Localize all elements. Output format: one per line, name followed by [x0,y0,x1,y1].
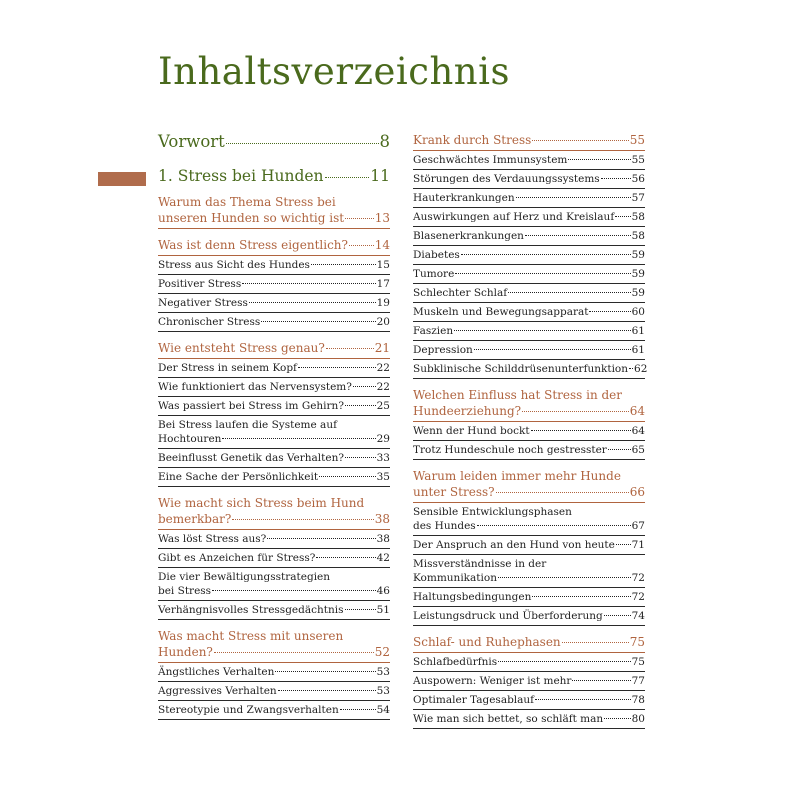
toc-entry-label: Hundeerziehung? [413,404,522,418]
toc-entry-label: Warum das Thema Stress bei [158,195,336,209]
toc-section-entry [158,495,390,530]
toc-leader-dots [516,197,631,198]
toc-subsection-entry [158,313,390,332]
toc-entry-label: Verhängnisvolles Stressgedächtnis [158,604,344,616]
toc-section-entry [158,340,390,359]
toc-section-entry [158,237,390,256]
toc-page-number: 53 [376,666,390,678]
toc-page-number: 61 [631,325,645,337]
toc-leader-dots [226,143,379,144]
toc-entry-label: Schlafbedürfnis [413,656,498,668]
toc-page-number: 64 [631,425,645,437]
toc-subsection-entry [413,246,645,265]
toc-page-number: 13 [374,211,390,225]
toc-entry-label: Faszien [413,325,454,337]
toc-entry-label: Ängstliches Verhalten [158,666,275,678]
toc-entry-label: Eine Sache der Persönlichkeit [158,471,319,483]
toc-entry-label: Positiver Stress [158,278,242,290]
toc-page-number: 22 [376,362,390,374]
toc-subsection-entry [413,303,645,322]
toc-subsection-entry [413,227,645,246]
toc-entry-label: Diabetes [413,249,460,261]
toc-page-number: 75 [629,635,645,649]
toc-subsection-entry [158,378,390,397]
toc-subsection-entry [158,601,390,620]
toc-subsection-entry [158,397,390,416]
toc-leader-dots [345,457,376,458]
toc-entry-label: Die vier Bewältigungsstrategien [158,571,331,583]
toc-subsection-entry [158,294,390,313]
toc-leader-dots [508,292,630,293]
toc-entry-label: Vorwort [158,132,225,151]
toc-leader-dots [572,680,630,681]
chapter-accent-bar [98,172,146,186]
toc-entry-label: Was macht Stress mit unseren [158,629,344,643]
toc-subsection-entry [158,549,390,568]
toc-subsection-entry [413,341,645,360]
toc-leader-dots [326,348,374,349]
toc-leader-dots [232,519,373,520]
toc-subsection-entry [158,449,390,468]
toc-page-number: 80 [631,713,645,725]
toc-entry-label: Aggressives Verhalten [158,685,277,697]
toc-leader-dots [568,159,630,160]
toc-subsection-entry [413,170,645,189]
toc-leader-dots [532,596,630,597]
toc-leader-dots [222,438,375,439]
toc-leader-dots [498,661,630,662]
toc-page-number: 65 [631,444,645,456]
toc-entry-label: Beeinflusst Genetik das Verhalten? [158,452,344,464]
toc-entry-label: Wie entsteht Stress genau? [158,341,325,355]
toc-subsection-entry [413,265,645,284]
toc-leader-dots [498,577,631,578]
toc-entry-label: Krank durch Stress [413,133,532,147]
toc-page-number: 38 [374,512,390,526]
toc-entry-label: Störungen des Verdauungssystems [413,173,600,185]
toc-entry-label: unter Stress? [413,485,495,499]
toc-section-entry [413,468,645,503]
toc-entry-label: Tumore [413,268,455,280]
toc-subsection-entry [413,588,645,607]
toc-entry-label: Was ist denn Stress eigentlich? [158,238,348,252]
toc-subsection-entry [158,568,390,601]
toc-leader-dots [525,235,631,236]
toc-entry-label: Missverständnisse in der [413,558,547,570]
toc-leader-dots [535,699,631,700]
toc-leader-dots [311,264,376,265]
toc-page-number: 60 [631,306,645,318]
toc-subsection-entry [158,275,390,294]
toc-subsection-entry [413,503,645,536]
toc-leader-dots [608,449,631,450]
toc-subsection-entry [413,441,645,460]
toc-leader-dots [212,590,376,591]
toc-page-number: 77 [631,675,645,687]
toc-page-number: 38 [376,533,390,545]
toc-leader-dots [242,283,375,284]
toc-subsection-entry [158,663,390,682]
toc-entry-label: Wie macht sich Stress beim Hund [158,496,365,510]
toc-entry-label: Depression [413,344,473,356]
toc-leader-dots [298,367,376,368]
toc-entry-label: Chronischer Stress [158,316,261,328]
toc-entry-label: des Hundes [413,520,476,532]
toc-entry-label: Wie funktioniert das Nervensystem? [158,381,352,393]
toc-page-number: 22 [376,381,390,393]
toc-page-number: 11 [370,167,390,185]
toc-page-number: 71 [631,539,645,551]
toc-leader-dots [474,349,631,350]
toc-entry-label: Der Anspruch an den Hund von heute [413,539,615,551]
toc-entry-label: Hunden? [158,645,213,659]
toc-leader-dots [267,538,375,539]
toc-leader-dots [454,330,631,331]
toc-page-number: 67 [631,520,645,532]
toc-page-number: 58 [631,230,645,242]
toc-leader-dots [353,386,376,387]
toc-page-number: 62 [634,363,648,375]
toc-entry-label: Der Stress in seinem Kopf [158,362,297,374]
toc-entry-label: Schlaf- und Ruhephasen [413,635,561,649]
toc-entry-label: unseren Hunden so wichtig ist [158,211,345,225]
toc-page-number: 78 [631,694,645,706]
toc-leader-dots [601,178,631,179]
toc-entry-label: Schlechter Schlaf [413,287,508,299]
toc-page-number: 72 [631,572,645,584]
toc-page-number: 55 [631,154,645,166]
toc-leader-dots [477,525,631,526]
toc-page-number: 21 [374,341,390,355]
toc-entry-label: Warum leiden immer mehr Hunde [413,469,621,483]
toc-page-number: 75 [631,656,645,668]
toc-entry-label: Was löst Stress aus? [158,533,267,545]
toc-right-column [413,132,648,729]
toc-page-number: 17 [376,278,390,290]
toc-leader-dots [615,216,630,217]
toc-subsection-entry [158,256,390,275]
toc-page-number: 54 [376,704,390,716]
toc-entry-label: Hochtouren [158,433,222,445]
toc-entry-label: Stress aus Sicht des Hundes [158,259,310,271]
toc-entry-label: Wenn der Hund bockt [413,425,530,437]
toc-leader-dots [604,615,631,616]
toc-page-number: 20 [376,316,390,328]
toc-section-entry [413,634,645,653]
toc-entry-label: Geschwächtes Immunsystem [413,154,568,166]
toc-page-number: 8 [379,132,390,151]
toc-leader-dots [616,544,631,545]
toc-subsection-entry [413,208,645,227]
toc-subsection-entry [158,530,390,549]
toc-entry-label: Gibt es Anzeichen für Stress? [158,552,316,564]
toc-leader-dots [249,302,376,303]
toc-entry-label: Haltungsbedingungen [413,591,532,603]
toc-page-number: 58 [631,211,645,223]
toc-subsection-entry [413,710,645,729]
toc-leader-dots [261,321,375,322]
toc-entry-label: Bei Stress laufen die Systeme auf [158,419,337,431]
page-title: Inhaltsverzeichnis [158,50,510,93]
toc-page-number: 14 [374,238,390,252]
toc-leader-dots [278,690,376,691]
toc-section-entry [158,194,390,229]
toc-page-number: 52 [374,645,390,659]
toc-entry-label: 1. Stress bei Hunden [158,167,324,185]
toc-page-number: 72 [631,591,645,603]
toc-entry-label: Welchen Einfluss hat Stress in der [413,388,623,402]
toc-page-number: 42 [376,552,390,564]
toc-page-number: 33 [376,452,390,464]
toc-entry-label: Hauterkrankungen [413,192,515,204]
toc-leader-dots [562,642,629,643]
toc-subsection-entry [158,468,390,487]
toc-leader-dots [522,411,629,412]
toc-page-number: 74 [631,610,645,622]
toc-leader-dots [461,254,631,255]
toc-leader-dots [532,140,628,141]
toc-leader-dots [340,709,376,710]
toc-page-number: 35 [376,471,390,483]
toc-entry-label: Kommunikation [413,572,497,584]
toc-subsection-entry [413,151,645,170]
toc-subsection-entry [413,607,645,626]
toc-page-number: 57 [631,192,645,204]
toc-entry-label: Stereotypie und Zwangsverhalten [158,704,339,716]
toc-leader-dots [345,218,374,219]
toc-leader-dots [604,718,630,719]
toc-entry-label: Negativer Stress [158,297,248,309]
toc-page-number: 59 [631,249,645,261]
toc-page-number: 46 [376,585,390,597]
toc-entry-label: Subklinische Schilddrüsenunterfunktion [413,363,629,375]
toc-page-number: 56 [631,173,645,185]
toc-page-number: 25 [376,400,390,412]
toc-page-number: 19 [376,297,390,309]
toc-entry-label: Leistungsdruck und Überforderung [413,610,603,622]
toc-subsection-entry [413,653,645,672]
toc-subsection-entry [413,322,645,341]
toc-subsection-entry [413,555,645,588]
toc-chapter-entry [158,166,390,186]
toc-leader-dots [275,671,375,672]
toc-entry-label: Auspowern: Weniger ist mehr [413,675,572,687]
toc-subsection-entry [413,360,648,379]
toc-left-column [158,132,390,720]
toc-page-number: 53 [376,685,390,697]
toc-entry-label: bemerkbar? [158,512,232,526]
toc-page-number: 55 [629,133,645,147]
toc-leader-dots [349,245,374,246]
toc-leader-dots [319,476,376,477]
toc-section-entry [413,387,645,422]
toc-entry-label: bei Stress [158,585,212,597]
toc-page-number: 61 [631,344,645,356]
toc-subsection-entry [413,672,645,691]
toc-subsection-entry [413,691,645,710]
toc-entry-label: Blasenerkrankungen [413,230,524,242]
toc-page-number: 29 [376,433,390,445]
toc-subsection-entry [158,359,390,378]
toc-subsection-entry [158,682,390,701]
toc-subsection-entry [413,422,645,441]
toc-leader-dots [455,273,630,274]
toc-section-entry [413,132,645,151]
toc-entry-label: Auswirkungen auf Herz und Kreislauf [413,211,615,223]
toc-subsection-entry [158,701,390,720]
toc-leader-dots [531,430,631,431]
toc-leader-dots [316,557,375,558]
toc-page-number: 59 [631,268,645,280]
toc-entry-label: Wie man sich bettet, so schläft man [413,713,604,725]
toc-subsection-entry [413,536,645,555]
toc-subsection-entry [413,284,645,303]
toc-subsection-entry [413,189,645,208]
toc-leader-dots [214,652,374,653]
toc-entry-label: Sensible Entwicklungsphasen [413,506,572,518]
toc-leader-dots [345,405,376,406]
toc-entry-label: Optimaler Tagesablauf [413,694,535,706]
toc-leader-dots [345,609,376,610]
toc-leader-dots [496,492,629,493]
toc-page-number: 66 [629,485,645,499]
toc-page-number: 15 [376,259,390,271]
toc-leader-dots [325,177,370,178]
toc-section-entry [158,628,390,663]
toc-entry-label: Muskeln und Bewegungsapparat [413,306,589,318]
toc-page-number: 64 [629,404,645,418]
toc-entry-label: Was passiert bei Stress im Gehirn? [158,400,344,412]
toc-chapter-entry [158,132,390,152]
toc-leader-dots [629,368,633,369]
toc-page-number: 51 [376,604,390,616]
toc-page-number: 59 [631,287,645,299]
toc-entry-label: Trotz Hundeschule noch gestresster [413,444,607,456]
toc-subsection-entry [158,416,390,449]
toc-leader-dots [589,311,630,312]
